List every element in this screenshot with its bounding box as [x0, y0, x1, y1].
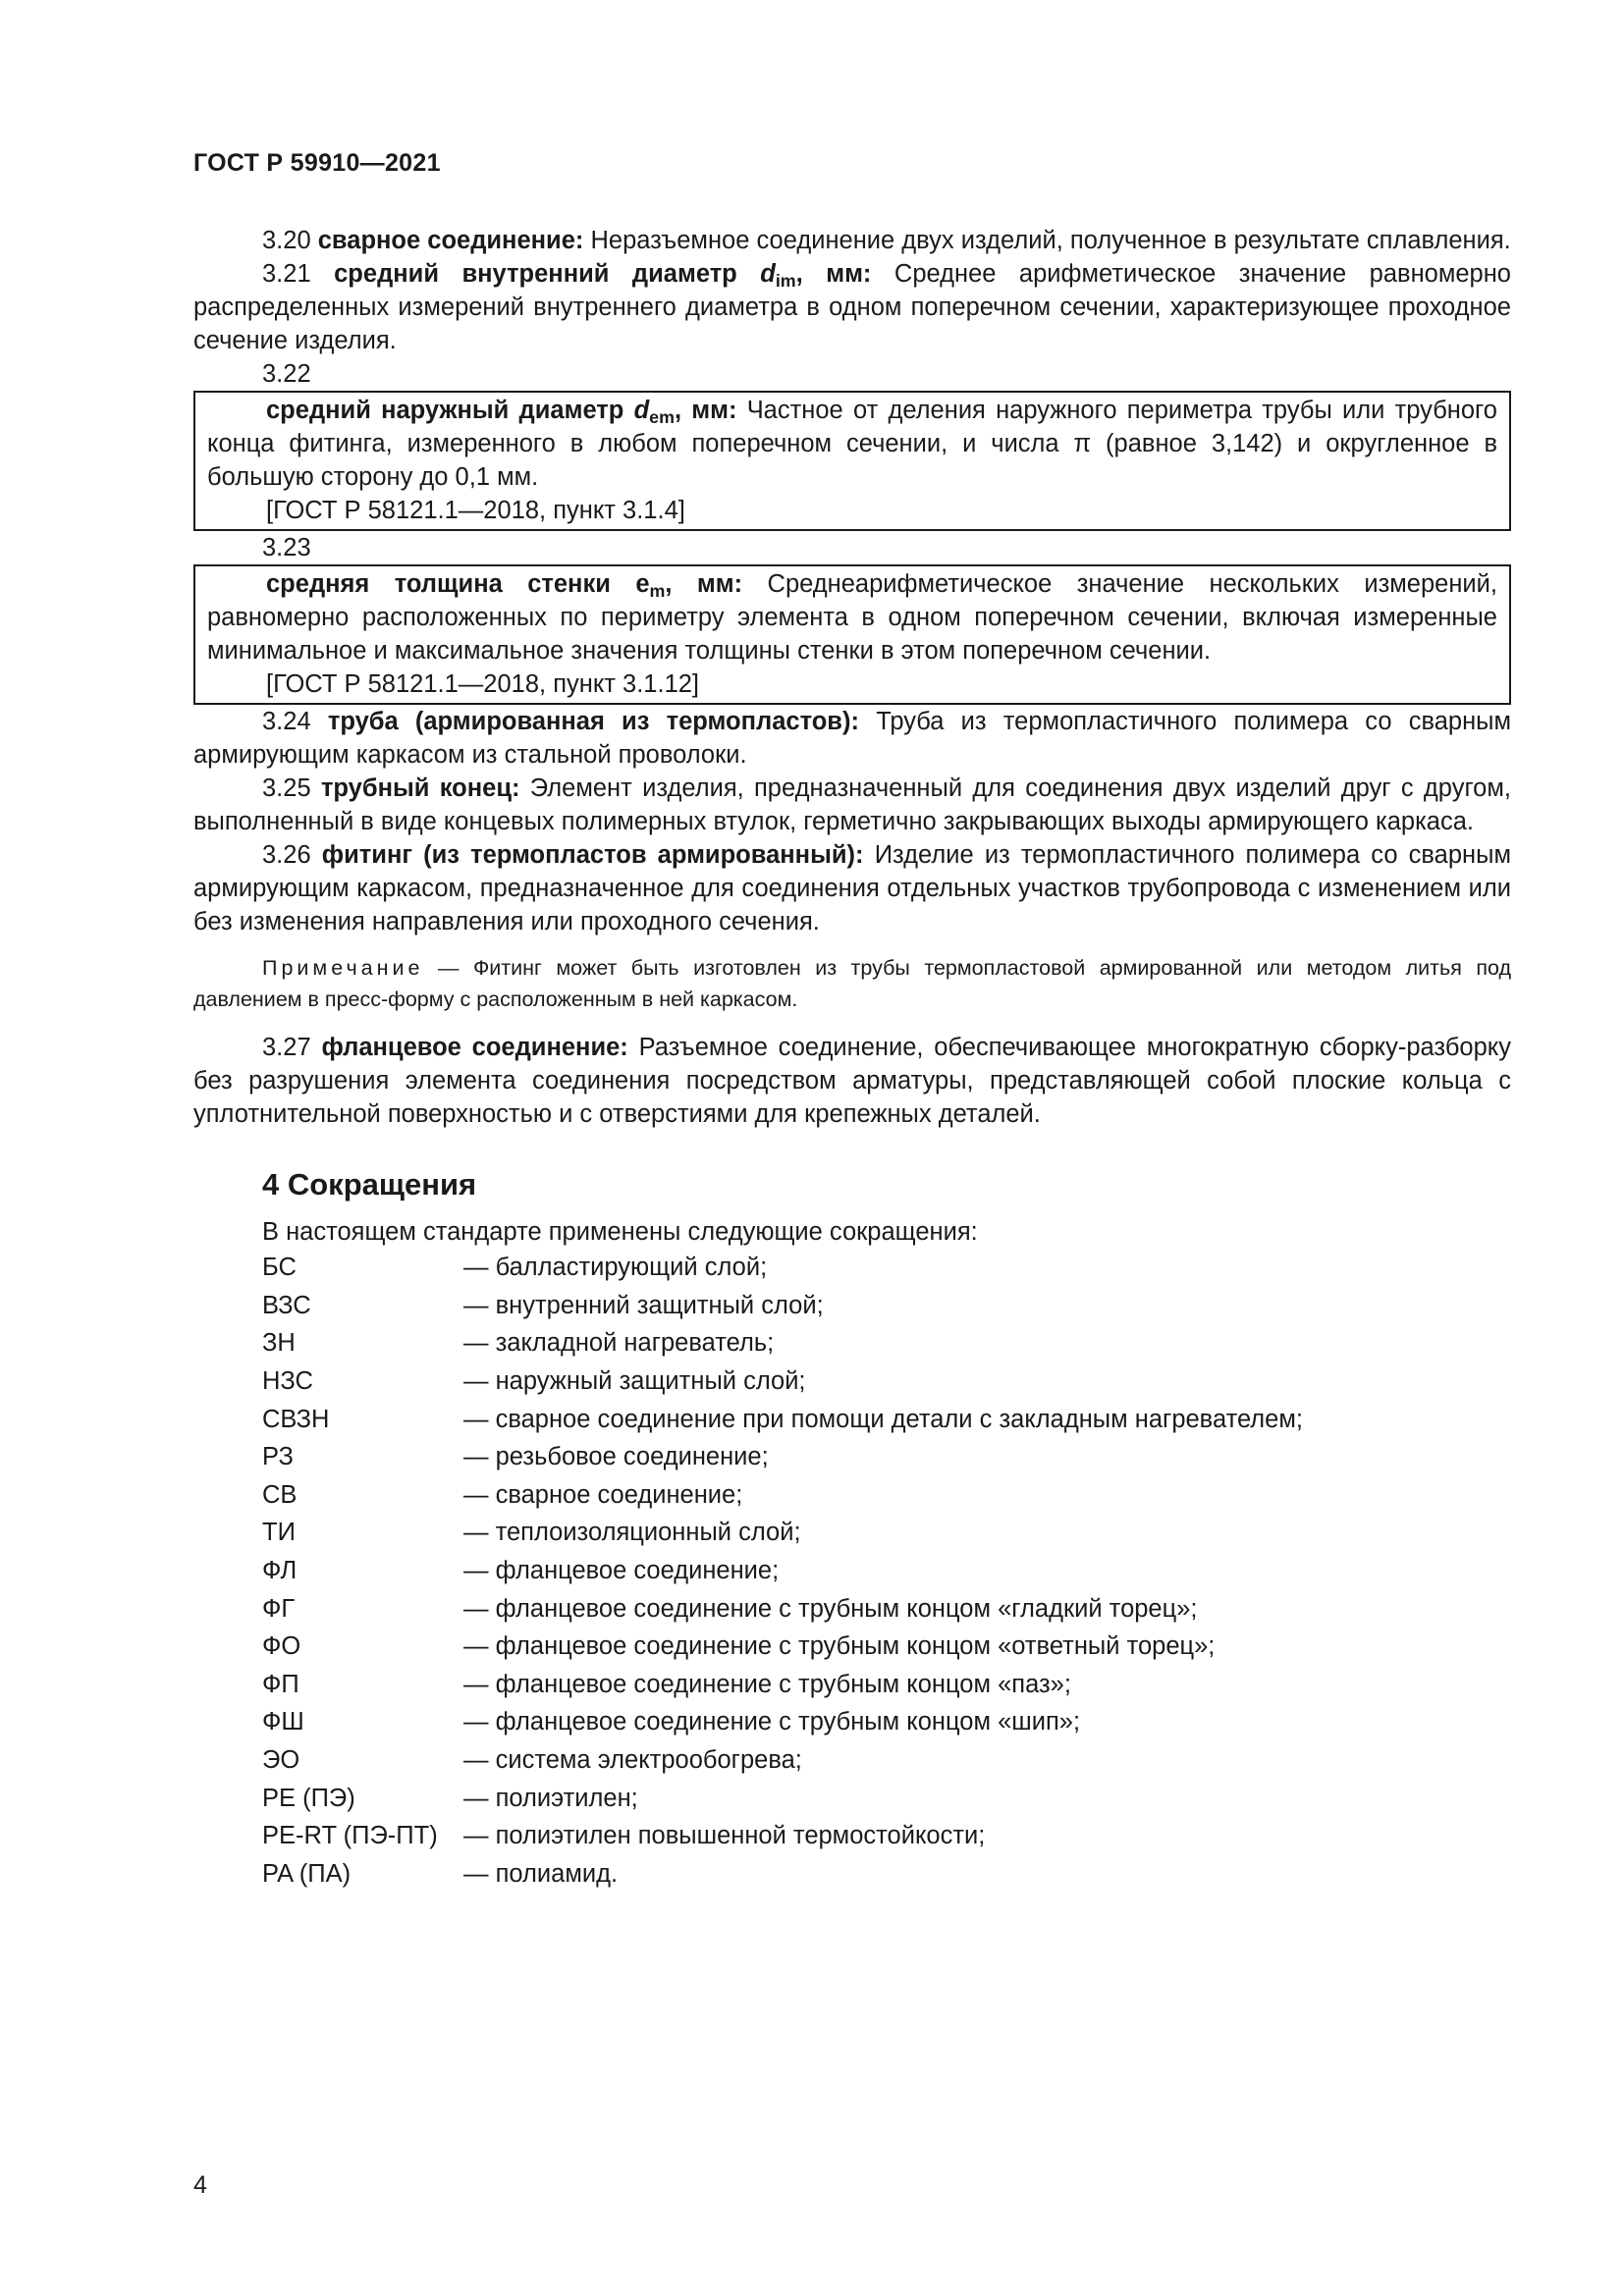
abbreviation-row — [262, 1324, 1511, 1362]
document-header: ГОСТ Р 59910—2021 — [193, 149, 441, 177]
term-number: 3.21 — [262, 260, 311, 288]
term-3-23 — [207, 567, 1497, 667]
abbreviation-row — [262, 1400, 1511, 1438]
abbreviation-definition: — теплоизоляционный слой; — [463, 1519, 801, 1547]
abbreviation-term: ЗН — [262, 1329, 296, 1358]
term-3-24 — [193, 705, 1511, 772]
abbreviation-row — [262, 1855, 1511, 1894]
abbreviation-row — [262, 1287, 1511, 1325]
abbreviation-definition: — фланцевое соединение с трубным концом «гладкий торец»; — [463, 1594, 1198, 1623]
quoted-term-box-3-22 — [193, 391, 1511, 531]
section-heading: 4 Сокращения — [262, 1167, 477, 1201]
term-number-3-23: 3.23 — [262, 534, 311, 561]
term-title: сварное соединение: — [317, 227, 584, 254]
term-3-21 — [193, 257, 1511, 357]
abbreviation-definition: — балластирующий слой; — [463, 1254, 768, 1282]
term-number: 3.27 — [262, 1034, 311, 1061]
note-text: — Фитинг может быть изготовлен из трубы термопластовой армированной или методом литья под давлением в пресс-форму с расположенным в ней каркасом. — [193, 956, 1512, 1011]
quoted-term-box-3-23 — [193, 564, 1511, 705]
abbreviation-row — [262, 1249, 1511, 1287]
abbreviation-term: БС — [262, 1254, 297, 1282]
term-definition: Среднее арифметическое значение равномерно распределенных измерений внутреннего диаметра в одном поперечном сечении, характеризующее проходное сечение изделия. — [193, 260, 1511, 354]
note — [193, 952, 1511, 1015]
abbreviation-row — [262, 1438, 1511, 1476]
abbreviation-term: ФШ — [262, 1708, 304, 1736]
abbreviation-term: PA (ПА) — [262, 1859, 352, 1888]
term-title: фланцевое соединение: — [321, 1034, 628, 1061]
abbreviation-term: РЗ — [262, 1443, 294, 1471]
abbreviation-term: ВЗС — [262, 1291, 311, 1319]
term-title: труба (армированная из термопластов): — [327, 708, 859, 735]
abbreviation-definition: — полиэтилен повышенной термостойкости; — [463, 1822, 986, 1850]
term-title: средний наружный диаметр $d_{em}$, мм: — [266, 397, 737, 427]
abbreviation-row — [262, 1666, 1511, 1704]
abbreviation-row — [262, 1703, 1511, 1741]
term-definition: Изделие из термопластичного полимера со сварным армирующим каркасом, предназначенное для соединения отдельных участков трубопровода с изменением или без изменения направления или проходного сечения. — [193, 841, 1511, 935]
abbreviation-row — [262, 1779, 1511, 1817]
abbreviation-term: ЭО — [262, 1746, 300, 1775]
abbreviation-term: ФО — [262, 1632, 301, 1661]
term-number: 3.26 — [262, 841, 311, 869]
term-3-26 — [193, 838, 1511, 938]
term-number: 3.24 — [262, 708, 311, 735]
source-reference: [ГОСТ Р 58121.1—2018, пункт 3.1.4] — [266, 497, 685, 524]
term-definition: Частное от деления наружного периметра трубы или трубного конца фитинга, измеренного в любом поперечном сечении, и числа π (равное 3,142) и округленное в большую сторону до 0,1 мм. — [207, 397, 1497, 491]
abbreviation-row — [262, 1476, 1511, 1515]
page-number: 4 — [193, 2171, 207, 2199]
term-number: 3.20 — [262, 227, 311, 254]
abbreviation-term: PE (ПЭ) — [262, 1784, 355, 1812]
section-intro: В настоящем стандарте применены следующие сокращения: — [262, 1218, 978, 1246]
abbreviation-definition: — внутренний защитный слой; — [463, 1291, 824, 1319]
term-title: фитинг (из термопластов армированный): — [321, 841, 864, 869]
abbreviation-row — [262, 1817, 1511, 1855]
term-number: 3.25 — [262, 774, 311, 802]
term-definition: Труба из термопластичного полимера со сварным армирующим каркасом из стальной проволоки. — [193, 708, 1512, 769]
abbreviation-row — [262, 1628, 1511, 1666]
abbreviation-definition: — фланцевое соединение с трубным концом «паз»; — [463, 1670, 1071, 1698]
abbreviation-term: НЗС — [262, 1367, 313, 1396]
abbreviation-definition: — сварное соединение при помощи детали с закладным нагревателем; — [463, 1405, 1303, 1433]
term-definition: Неразъемное соединение двух изделий, полученное в результате сплавления. — [590, 227, 1511, 254]
abbreviation-row — [262, 1741, 1511, 1780]
term-3-25 — [193, 772, 1511, 838]
abbreviation-definition: — фланцевое соединение; — [463, 1557, 780, 1585]
abbreviation-definition: — фланцевое соединение с трубным концом «шип»; — [463, 1708, 1081, 1736]
abbreviation-definition: — система электрообогрева; — [463, 1746, 802, 1775]
abbreviation-term: ФЛ — [262, 1557, 298, 1585]
term-3-20 — [193, 224, 1511, 257]
term-number-3-22: 3.22 — [262, 360, 311, 388]
abbreviation-term: ФП — [262, 1670, 299, 1698]
term-3-27 — [193, 1031, 1511, 1131]
term-definition: Среднеарифметическое значение нескольких измерений, равномерно расположенных по периметру элемента в одном поперечном сечении, включая измеренные минимальное и максимальное значения толщины стенки в этом поперечном сечении. — [207, 570, 1497, 665]
abbreviation-term: PE-RT (ПЭ-ПТ) — [262, 1822, 438, 1850]
abbreviation-definition: — закладной нагреватель; — [463, 1329, 775, 1358]
abbreviation-definition: — сварное соединение; — [463, 1480, 743, 1509]
document-body — [193, 224, 1511, 1893]
abbreviation-term: СВ — [262, 1480, 298, 1509]
abbreviation-row — [262, 1552, 1511, 1590]
term-definition: Разъемное соединение, обеспечивающее многократную сборку-разборку без разрушения элемента соединения посредством арматуры, представляющей собой плоские кольца с уплотнительной поверхностью и с отверстиями для крепежных деталей. — [193, 1034, 1511, 1128]
abbreviation-term: ТИ — [262, 1519, 296, 1547]
abbreviation-definition: — наружный защитный слой; — [463, 1367, 806, 1396]
term-title: средний внутренний диаметр $d_{im}$, мм: — [334, 260, 872, 291]
abbreviation-row — [262, 1362, 1511, 1401]
abbreviation-term: ФГ — [262, 1594, 296, 1623]
abbreviation-definition: — резьбовое соединение; — [463, 1443, 769, 1471]
note-label: Примечание — [262, 956, 424, 980]
abbreviation-definition: — полиамид. — [463, 1859, 619, 1888]
abbreviation-list — [262, 1249, 1511, 1893]
term-title: средняя толщина стенки $e_m$, мм: — [266, 570, 743, 601]
term-3-22 — [207, 394, 1497, 494]
abbreviation-row — [262, 1589, 1511, 1628]
abbreviation-definition: — полиэтилен; — [463, 1784, 638, 1812]
abbreviation-term: СВЗН — [262, 1405, 330, 1433]
source-reference: [ГОСТ Р 58121.1—2018, пункт 3.1.12] — [266, 670, 700, 698]
abbreviation-row — [262, 1514, 1511, 1552]
term-title: трубный конец: — [320, 774, 520, 802]
abbreviation-definition: — фланцевое соединение с трубным концом «ответный торец»; — [463, 1632, 1216, 1661]
term-definition: Элемент изделия, предназначенный для соединения двух изделий друг с другом, выполненный в виде концевых полимерных втулок, герметично закрывающих выходы армирующего каркаса. — [193, 774, 1511, 835]
